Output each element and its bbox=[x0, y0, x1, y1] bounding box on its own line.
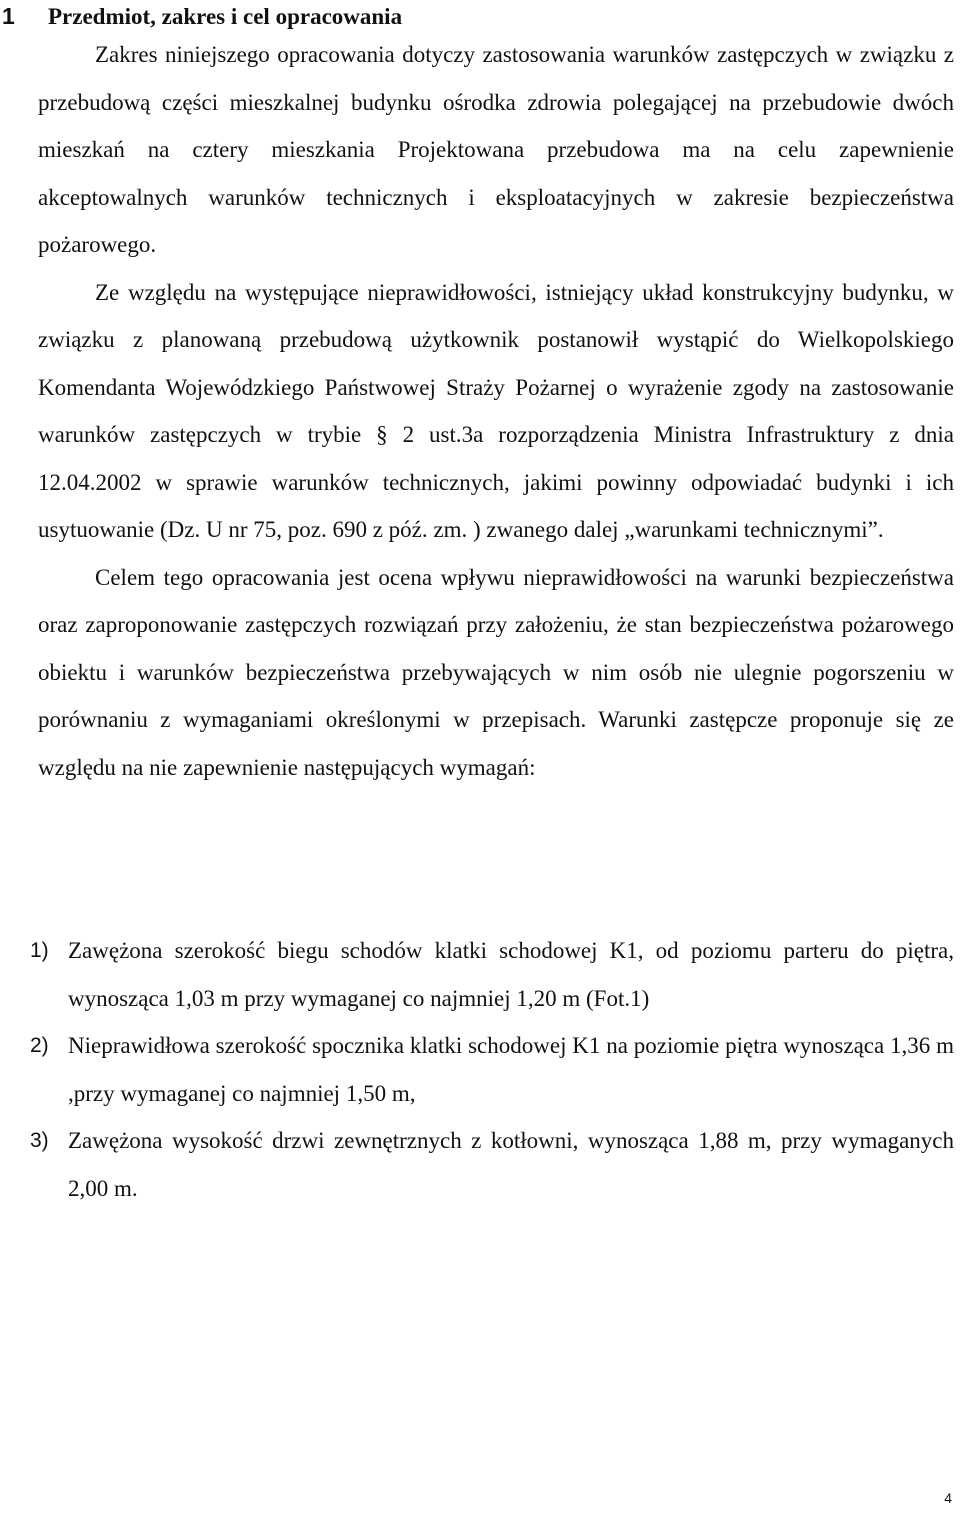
paragraph-purpose: Celem tego opracowania jest ocena wpływu nieprawidłowości na warunki bezpieczeństwa oraz zaproponowanie zastępczych rozwiązań przy założeniu, że stan bezpieczeństwa pożarowego obiektu i warunków bezpieczeństwa przebywających w nim osób nie ulegnie pogorszeniu w porównaniu z wymaganiami określonymi w przepisach. Warunki zastępcze proponuje się ze względu na nie zapewnienie następujących wymagań: bbox=[38, 564, 954, 780]
page-number: 4 bbox=[944, 1490, 952, 1506]
list-item-text: Nieprawidłowa szerokość spocznika klatki schodowej K1 na poziomie piętra wynosząca 1,36 m ,przy wymaganej co najmniej 1,50 m, bbox=[68, 1033, 954, 1106]
requirements-list bbox=[0, 927, 954, 1212]
section-title: Przedmiot, zakres i cel opracowania bbox=[48, 4, 403, 29]
section-number: 1 bbox=[2, 3, 15, 29]
list-item bbox=[0, 1022, 954, 1117]
list-item-text: Zawężona szerokość biegu schodów klatki schodowej K1, od poziomu parteru do piętra, wynosząca 1,03 m przy wymaganej co najmniej 1,20 m (Fot.1) bbox=[68, 938, 954, 1011]
list-marker: 3) bbox=[30, 1129, 49, 1152]
paragraph-scope: Zakres niniejszego opracowania dotyczy zastosowania warunków zastępczych w związku z przebudową części mieszkalnej budynku ośrodka zdrowia polegającej na przebudowie dwóch mieszkań na cztery mieszkania Projektowana przebudowa ma na celu zapewnienie akceptowalnych warunków technicznych i eksploatacyjnych w zakresie bezpieczeństwa pożarowego. bbox=[38, 42, 954, 257]
paragraph-request: Ze względu na występujące nieprawidłowości, istniejący układ konstrukcyjny budynku, w związku z planowaną przebudową użytkownik postanowił wystąpić do Wielkopolskiego Komendanta Wojewódzkiego Państwowej Straży Pożarnej o wyrażenie zgody na zastosowanie warunków zastępczych w trybie § 2 ust.3a rozporządzenia Ministra Infrastruktury z dnia 12.04.2002 w sprawie warunków technicznych, jakimi powinny odpowiadać budynki i ich usytuowanie (Dz. U nr 75, poz. 690 z póź. zm. ) zwanego dalej „warunkami technicznymi”. bbox=[38, 279, 954, 542]
body-text bbox=[38, 31, 954, 791]
list-item bbox=[0, 1117, 954, 1212]
list-item-text: Zawężona wysokość drzwi zewnętrznych z kotłowni, wynosząca 1,88 m, przy wymaganych 2,00 m. bbox=[68, 1128, 954, 1201]
list-marker: 2) bbox=[30, 1034, 49, 1057]
list-marker: 1) bbox=[30, 939, 49, 962]
section-heading bbox=[2, 2, 402, 31]
list-item bbox=[0, 927, 954, 1022]
